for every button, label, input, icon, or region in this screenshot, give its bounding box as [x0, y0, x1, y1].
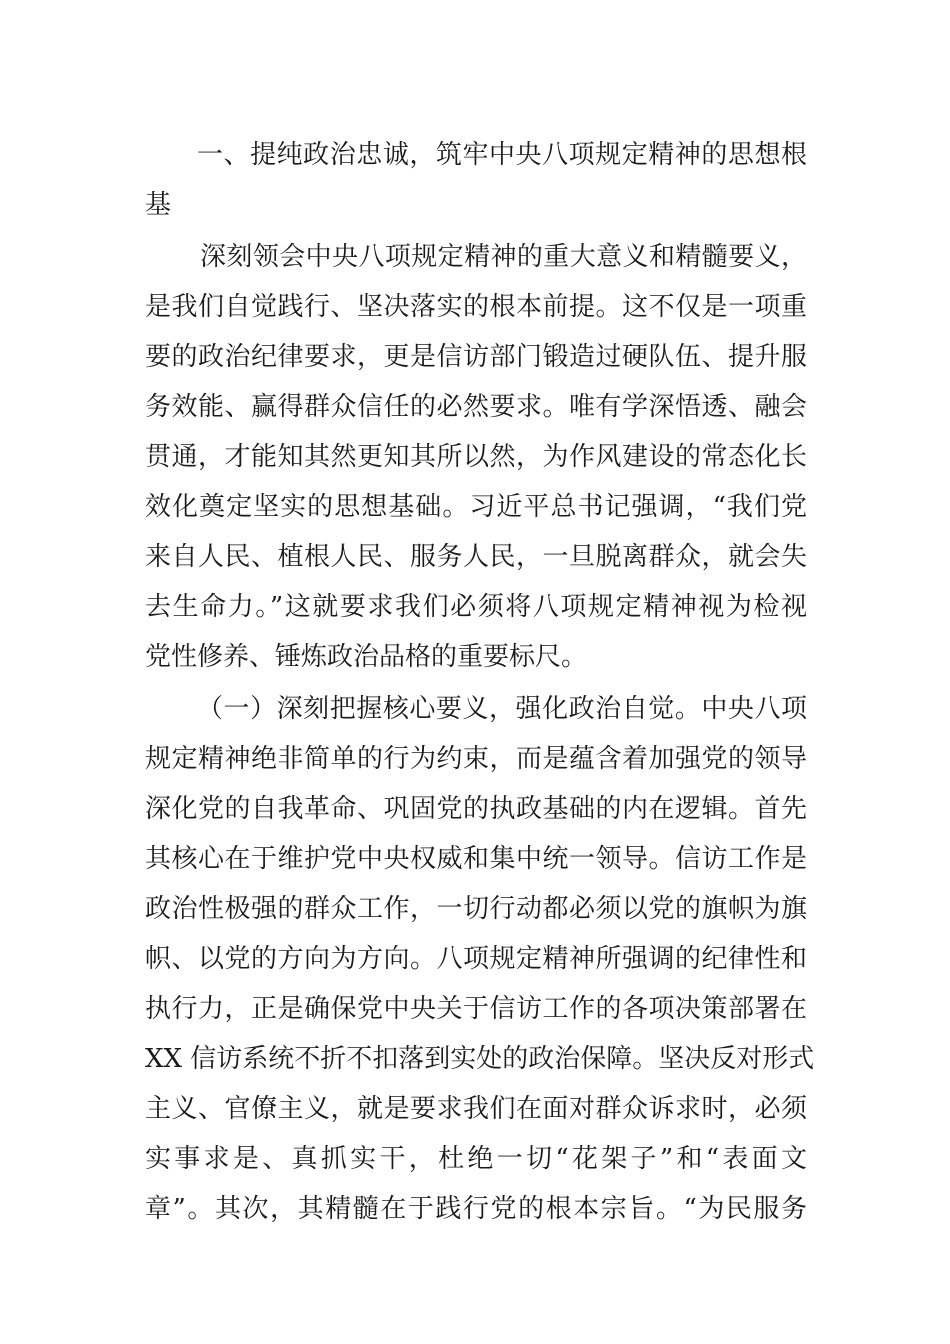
paragraph-2-line: 其核心在于维护党中央权威和集中统一领导。信访工作是	[145, 844, 807, 874]
paragraph-2-line: XX 信访系统不折不扣落到实处的政治保障。坚决反对形式	[145, 1044, 815, 1074]
paragraph-1-line: 深刻领会中央八项规定精神的重大意义和精髓要义，	[200, 242, 807, 272]
paragraph-2-line: 政治性极强的群众工作，一切行动都必须以党的旗帜为旗	[145, 894, 807, 924]
paragraph-2-line: 主义、官僚主义，就是要求我们在面对群众诉求时，必须	[145, 1094, 807, 1124]
paragraph-2-line: 规定精神绝非简单的行为约束，而是蕴含着加强党的领导	[145, 744, 807, 774]
paragraph-2-line: 深化党的自我革命、巩固党的执政基础的内在逻辑。首先	[145, 794, 807, 824]
section-heading-line-2: 基	[145, 190, 172, 220]
paragraph-1-line: 贯通，才能知其然更知其所以然，为作风建设的常态化长	[145, 442, 807, 472]
paragraph-2-line: （一）深刻把握核心要义，强化政治自觉。中央八项	[197, 694, 807, 724]
paragraph-2-line: 执行力，正是确保党中央关于信访工作的各项决策部署在	[145, 994, 807, 1024]
paragraph-1-line: 来自人民、植根人民、服务人民，一旦脱离群众，就会失	[145, 542, 807, 572]
paragraph-2-line: 章”。其次，其精髓在于践行党的根本宗旨。“为民服务	[145, 1194, 807, 1224]
paragraph-1-line: 要的政治纪律要求，更是信访部门锻造过硬队伍、提升服	[145, 342, 807, 372]
paragraph-1-line: 务效能、赢得群众信任的必然要求。唯有学深悟透、融会	[145, 392, 807, 422]
paragraph-1-line: 是我们自觉践行、坚决落实的根本前提。这不仅是一项重	[145, 292, 807, 322]
paragraph-1-line: 党性修养、锤炼政治品格的重要标尺。	[145, 642, 588, 672]
paragraph-1-line: 去生命力。”这就要求我们必须将八项规定精神视为检视	[145, 592, 807, 622]
paragraph-1-line: 效化奠定坚实的思想基础。习近平总书记强调，“我们党	[145, 492, 807, 522]
paragraph-2-line: 实事求是、真抓实干，杜绝一切“花架子”和“表面文	[145, 1144, 807, 1174]
section-heading-line-1: 一、提纯政治忠诚，筑牢中央八项规定精神的思想根	[197, 140, 807, 170]
paragraph-2-line: 帜、以党的方向为方向。八项规定精神所强调的纪律性和	[145, 944, 807, 974]
